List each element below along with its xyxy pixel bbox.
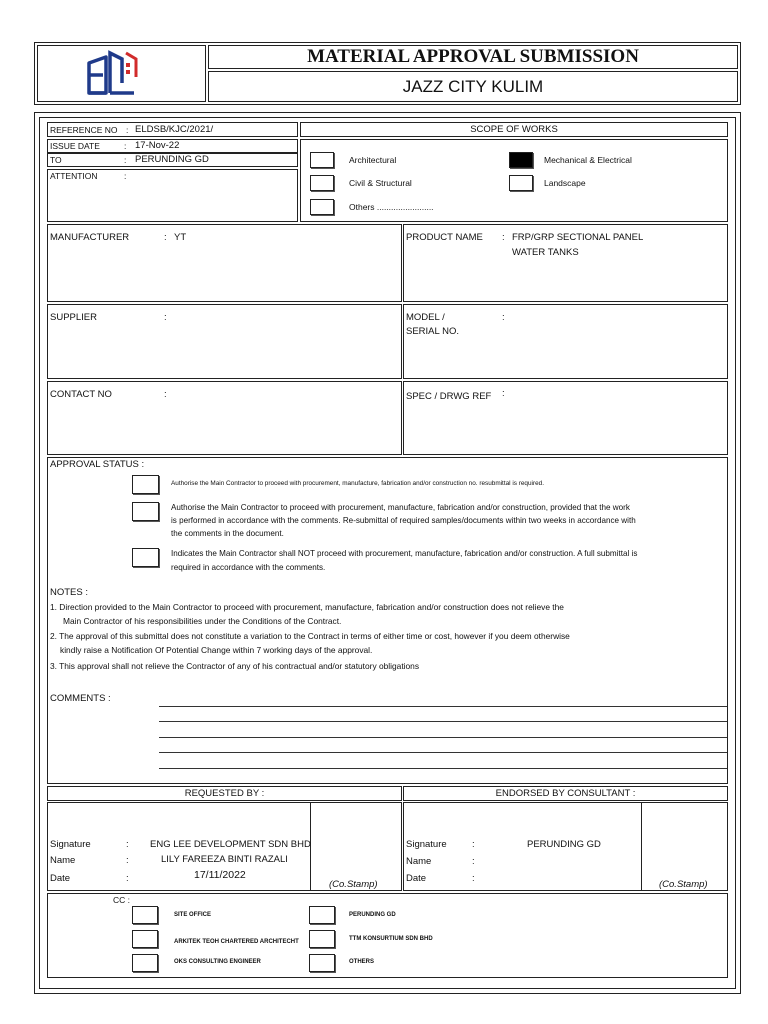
endorsed-date-label: Date (406, 873, 427, 884)
mech-elec-checkbox[interactable] (509, 152, 533, 168)
comments-title: COMMENTS : (50, 693, 111, 704)
architectural-checkbox[interactable] (310, 152, 334, 168)
supplier-box (47, 304, 402, 379)
cc-site-office-label: SITE OFFICE (174, 912, 212, 918)
endorsed-title: ENDORSED BY CONSULTANT : (495, 788, 636, 799)
approval-option-1-checkbox[interactable] (132, 475, 159, 494)
spec-colon: : (502, 388, 505, 399)
endorsed-name-colon: : (472, 856, 475, 867)
cc-arkitek-checkbox[interactable] (132, 930, 158, 948)
requested-name-label: Name (50, 855, 76, 866)
requested-stamp: (Co.Stamp) (329, 879, 378, 890)
cc-arkitek-label: ARKITEK TEOH CHARTERED ARCHITECHT (174, 939, 299, 945)
cc-perunding-gd-checkbox[interactable] (309, 906, 335, 924)
to-colon: : (124, 155, 127, 165)
civil-label: Civil & Structural (349, 178, 412, 188)
mech-elec-label: Mechanical & Electrical (544, 155, 632, 165)
others-checkbox[interactable] (310, 199, 334, 215)
supplier-label: SUPPLIER (50, 312, 97, 323)
notes-title: NOTES : (50, 587, 89, 598)
contact-label: CONTACT NO (50, 389, 112, 400)
reference-label: REFERENCE NO (50, 125, 118, 135)
note-2-line-2: kindly raise a Notification Of Potential Change within 7 working days of the approval. (60, 645, 373, 655)
contact-colon: : (164, 389, 167, 400)
landscape-label: Landscape (544, 178, 586, 188)
endorsed-stamp-box (641, 802, 728, 891)
cc-title: CC : (113, 895, 130, 905)
comment-line-3[interactable] (159, 737, 727, 738)
requested-signature-value: ENG LEE DEVELOPMENT SDN BHD (150, 839, 311, 850)
endorsed-signature-colon: : (472, 839, 475, 850)
model-label-2: SERIAL NO. (406, 326, 459, 337)
note-2-line-1: 2. The approval of this submittal does not constitute a variation to the Contract in terms of either time or cost, however if you deem otherwise (50, 631, 570, 641)
requested-date-colon: : (126, 873, 129, 884)
attention-colon: : (124, 171, 127, 181)
spec-label: SPEC / DRWG REF (406, 391, 492, 402)
others-label: Others ........................ (349, 202, 434, 212)
model-box (403, 304, 728, 379)
architectural-label: Architectural (349, 155, 397, 165)
model-label-1: MODEL / (406, 312, 445, 323)
approval-option-3-line-2: required in accordance with the comments. (171, 563, 326, 572)
endorsed-stamp: (Co.Stamp) (659, 879, 708, 890)
approval-option-3-checkbox[interactable] (132, 548, 159, 567)
form-title: MATERIAL APPROVAL SUBMISSION (307, 46, 639, 67)
to-label: TO (50, 155, 62, 165)
reference-value: ELDSB/KJC/2021/ (135, 124, 214, 135)
product-name-value-2: WATER TANKS (512, 247, 579, 258)
issue-date-value: 17-Nov-22 (135, 140, 180, 151)
approval-option-2-line-3: the comments in the document. (171, 529, 284, 538)
approval-option-1-text: Authorise the Main Contractor to proceed with procurement, manufacture, fabrication and/or construction no. resubmittal is required. (171, 480, 544, 487)
issue-date-label: ISSUE DATE (50, 141, 100, 151)
reference-colon: : (126, 125, 129, 135)
endorsed-date-colon: : (472, 873, 475, 884)
product-name-colon: : (502, 232, 505, 243)
requested-date-label: Date (50, 873, 71, 884)
cc-site-office-checkbox[interactable] (132, 906, 158, 924)
endorsed-signature-label: Signature (406, 839, 447, 850)
manufacturer-colon: : (164, 232, 167, 243)
endorsed-signature-value: PERUNDING GD (527, 839, 601, 850)
cc-ttm-label: TTM KONSURTIUM SDN BHD (349, 936, 433, 942)
approval-option-3-line-1: Indicates the Main Contractor shall NOT proceed with procurement, manufacture, fabrication and/or construction. A full submittal is (171, 549, 638, 558)
approval-title: APPROVAL STATUS : (50, 459, 145, 470)
requested-name-value: LILY FAREEZA BINTI RAZALI (161, 854, 288, 865)
note-1-line-1: 1. Direction provided to the Main Contractor to proceed with procurement, manufacture, fabrication and/or construction does not relieve the (50, 602, 564, 612)
comment-line-5[interactable] (159, 768, 727, 769)
product-name-value-1: FRP/GRP SECTIONAL PANEL (512, 232, 644, 243)
requested-title: REQUESTED BY : (184, 788, 265, 799)
cc-others-label: OTHERS (349, 959, 375, 965)
landscape-checkbox[interactable] (509, 175, 533, 191)
model-colon: : (502, 312, 505, 323)
comment-line-4[interactable] (159, 752, 727, 753)
manufacturer-value: YT (174, 232, 187, 243)
requested-signature-label: Signature (50, 839, 91, 850)
civil-checkbox[interactable] (310, 175, 334, 191)
comment-line-1[interactable] (159, 706, 727, 707)
requested-stamp-box (310, 802, 402, 891)
requested-name-colon: : (126, 855, 129, 866)
approval-option-2-line-1: Authorise the Main Contractor to proceed with procurement, manufacture, fabrication and/or construction, provided that the work (171, 503, 630, 512)
cc-others-checkbox[interactable] (309, 954, 335, 972)
supplier-colon: : (164, 312, 167, 323)
comment-line-2[interactable] (159, 721, 727, 722)
requested-signature-colon: : (126, 839, 129, 850)
manufacturer-label: MANUFACTURER (50, 232, 130, 243)
project-name: JAZZ CITY KULIM (402, 77, 544, 96)
to-value: PERUNDING GD (135, 154, 209, 165)
note-1-line-2: Main Contractor of his responsibilities under the Conditions of the Contract. (63, 616, 342, 626)
product-name-label: PRODUCT NAME (406, 232, 483, 243)
endorsed-name-label: Name (406, 856, 432, 867)
cc-oks-checkbox[interactable] (132, 954, 158, 972)
cc-ttm-checkbox[interactable] (309, 930, 335, 948)
cc-perunding-gd-label: PERUNDING GD (349, 912, 396, 918)
attention-label: ATTENTION (50, 171, 98, 181)
issue-date-colon: : (124, 141, 127, 151)
approval-option-2-checkbox[interactable] (132, 502, 159, 521)
company-logo (86, 49, 138, 99)
cc-oks-label: OKS CONSULTING ENGINEER (174, 959, 261, 965)
scope-title: SCOPE OF WORKS (470, 124, 558, 135)
requested-date-value: 17/11/2022 (194, 869, 246, 881)
note-3: 3. This approval shall not relieve the Contractor of any of his contractual and/or statutory obligations (50, 661, 420, 671)
approval-option-2-line-2: is performed in accordance with the comments. Re-submittal of required samples/documents within two weeks in accordance with (171, 516, 636, 525)
